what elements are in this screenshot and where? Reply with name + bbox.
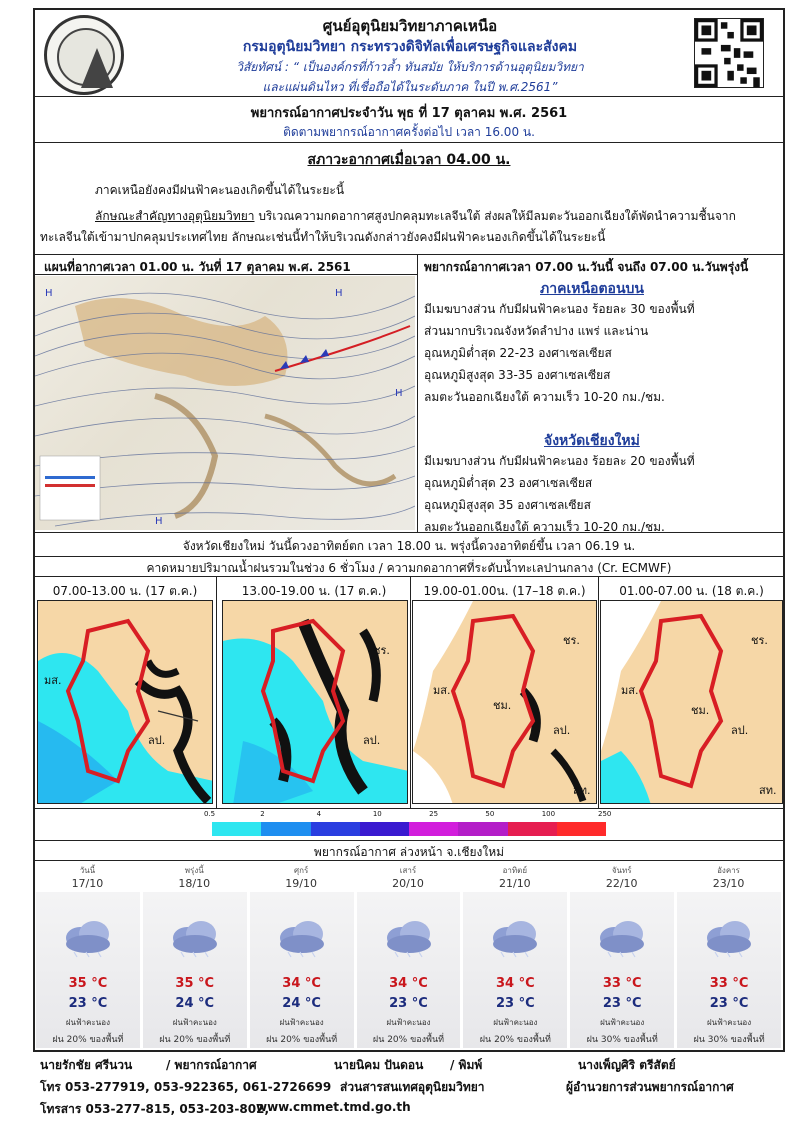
tmd-logo — [44, 15, 124, 95]
label-lp: ลป. — [148, 734, 166, 747]
weather-desc: ฝนฟ้าคะนอง — [493, 1018, 538, 1027]
day-header — [676, 862, 781, 892]
legend-swatch — [212, 822, 261, 836]
qr-code-icon — [694, 18, 764, 88]
chiangmai-line-2: อุณหภูมิต่ำสุด 23 องศาเซลเซียส — [424, 476, 593, 490]
rain-percent: ฝน 20% ของพื้นที่ — [266, 1035, 338, 1045]
legend-tick: 4 — [316, 810, 322, 818]
condition-line-1: ภาคเหนือยังคงมีฝนฟ้าคะนองเกิดขึ้นได้ในระยะนี้ — [95, 183, 345, 197]
day-date: 17/10 — [71, 877, 104, 890]
temp-low: 24 °C — [282, 996, 321, 1011]
day-name: เสาร์ — [399, 866, 417, 875]
printer-role: / พิมพ์ — [450, 1058, 483, 1072]
legend-tick: 250 — [598, 810, 612, 818]
svg-text:H: H — [335, 288, 343, 299]
legend-tick: 50 — [485, 810, 495, 818]
day-name: อาทิตย์ — [502, 866, 528, 875]
chiangmai-line-4: ลมตะวันออกเฉียงใต้ ความเร็ว 10-20 กม./ชม. — [424, 520, 665, 534]
label-lp-3: ลป. — [553, 724, 571, 737]
temp-high: 34 °C — [496, 976, 535, 991]
director-title: ผู้อำนวยการส่วนพยากรณ์อากาศ — [566, 1080, 734, 1094]
phone-numbers: โทร 053-277919, 053-922365, 061-2726699 — [40, 1080, 332, 1094]
outlook-title: พยากรณ์อากาศเวลา 07.00 น.วันนี้ จนถึง 07.00 น.วันพรุ่งนี้ — [424, 260, 749, 274]
map-title: แผนที่อากาศเวลา 01.00 น. วันที่ 17 ตุลาคม พ.ศ. 2561 — [44, 260, 351, 274]
day-header — [142, 862, 247, 892]
label-ms-4: มส. — [621, 684, 639, 697]
rain-map-3 — [412, 600, 597, 804]
fax-numbers: โทรสาร 053-277-815, 053-203-802, — [40, 1102, 269, 1116]
weather-desc: ฝนฟ้าคะนอง — [172, 1018, 217, 1027]
legend-swatch — [261, 822, 310, 836]
label-dist-3: สท. — [573, 784, 591, 797]
chiangmai-title: จังหวัดเชียงใหม่ — [544, 433, 640, 449]
day-date: 20/10 — [392, 877, 424, 890]
label-ms-3: มส. — [433, 684, 451, 697]
condition-title: สภาวะอากาศเมื่อเวลา 04.00 น. — [307, 152, 511, 168]
day-header — [356, 862, 461, 892]
chiangmai-line-3: อุณหภูมิสูงสุด 35 องศาเซลเซียส — [424, 498, 591, 512]
printer-name: นายนิคม ปันดอน — [334, 1058, 424, 1072]
upper-north-line-5: ลมตะวันออกเฉียงใต้ ความเร็ว 10-20 กม./ชม. — [424, 390, 665, 404]
rain-period-4: 01.00-07.00 น. (18 ต.ค.) — [619, 584, 764, 598]
day-card — [250, 892, 354, 1048]
rain-percent: ฝน 20% ของพื้นที่ — [52, 1035, 124, 1045]
upper-north-line-4: อุณหภูมิสูงสุด 33-35 องศาเซลเซียส — [424, 368, 611, 382]
day-card — [463, 892, 567, 1048]
forecaster-role: / พยากรณ์อากาศ — [166, 1058, 257, 1072]
thunderstorm-icon — [701, 916, 757, 958]
legend-tick: 2 — [260, 810, 265, 818]
day-name: วันนี้ — [79, 866, 96, 875]
weather-desc: ฝนฟ้าคะนอง — [706, 1018, 752, 1027]
chiangmai-line-1: มีเมฆบางส่วน กับมีฝนฟ้าคะนอง ร้อยละ 20 ของพื้นที่ — [424, 454, 695, 468]
legend-swatch — [360, 822, 409, 836]
upper-north-line-3: อุณหภูมิต่ำสุด 22-23 องศาเซลเซียส — [424, 346, 612, 360]
legend-tick: 0.5 — [204, 810, 216, 818]
day-date: 21/10 — [498, 877, 531, 890]
thunderstorm-icon — [381, 916, 437, 958]
temp-low: 23 °C — [389, 996, 428, 1011]
legend-tick: 100 — [541, 810, 556, 818]
temp-high: 35 °C — [68, 976, 108, 991]
day-card — [677, 892, 781, 1048]
temp-low: 24 °C — [175, 996, 215, 1011]
day-date: 22/10 — [605, 877, 638, 890]
temp-low: 23 °C — [602, 996, 642, 1011]
thunderstorm-icon — [594, 916, 650, 958]
condition-line-3: ทะเลจีนใต้เข้ามาปกคลุมประเทศไทย ลักษณะเช่นนี้ทำให้บริเวณดังกล่าวยังคงมีฝนฟ้าคะนองเกิดขึ้นได้ในระยะนี้ — [40, 230, 606, 244]
label-cm-4: ชม. — [691, 704, 710, 717]
day-name: อังคาร — [717, 866, 740, 875]
weather-desc: ฝนฟ้าคะนอง — [279, 1018, 324, 1027]
label-lp-4: ลป. — [731, 724, 749, 737]
rain-map-1 — [37, 600, 213, 804]
legend-swatch — [458, 822, 507, 836]
svg-text:H: H — [155, 516, 163, 527]
day-header — [569, 862, 674, 892]
day-card — [570, 892, 674, 1048]
org-title: ศูนย์อุตุนิยมวิทยาภาคเหนือ — [322, 17, 498, 35]
upper-north-title: ภาคเหนือตอนบน — [540, 281, 644, 297]
temp-high: 35 °C — [175, 976, 215, 991]
temp-high: 33 °C — [709, 976, 749, 991]
day-card — [36, 892, 140, 1048]
rain-legend-ticks — [200, 810, 620, 820]
rain-map-4 — [600, 600, 783, 804]
day-header — [249, 862, 354, 892]
rain-percent: ฝน 30% ของพื้นที่ — [693, 1035, 765, 1045]
day-header — [35, 862, 140, 892]
temp-high: 34 °C — [282, 976, 321, 991]
label-lp-2: ลป. — [363, 734, 381, 747]
label-cr-4: ชร. — [751, 634, 768, 647]
rain-map-2 — [222, 600, 408, 804]
day-name: พรุ่งนี้ — [184, 866, 204, 875]
label-cm-3: ชม. — [493, 699, 512, 712]
legend-tick: 25 — [429, 810, 439, 818]
forecast-date: พยากรณ์อากาศประจำวัน พุธ ที่ 17 ตุลาคม พ.ศ. 2561 — [250, 106, 568, 121]
day-name: จันทร์ — [611, 866, 632, 875]
upper-north-line-2: ส่วนมากบริเวณจังหวัดลำปาง แพร่ และน่าน — [424, 324, 649, 338]
day-header — [462, 862, 567, 892]
website-link[interactable]: www.cmmet.tmd.go.th — [256, 1100, 411, 1114]
svg-text:H: H — [395, 388, 403, 399]
rain-percent: ฝน 20% ของพื้นที่ — [479, 1035, 551, 1045]
next-update: ติดตามพยากรณ์อากาศครั้งต่อไป เวลา 16.00 น. — [283, 125, 535, 139]
temp-low: 23 °C — [68, 996, 108, 1011]
temp-high: 33 °C — [602, 976, 642, 991]
upper-north-line-1: มีเมฆบางส่วน กับมีฝนฟ้าคะนอง ร้อยละ 30 ของพื้นที่ — [424, 302, 695, 316]
legend-swatch — [508, 822, 557, 836]
day-card — [143, 892, 247, 1048]
rain-percent: ฝน 30% ของพื้นที่ — [586, 1035, 658, 1045]
forecaster-name: นายรักชัย ศรีนวน — [40, 1058, 133, 1072]
temp-low: 23 °C — [496, 996, 535, 1011]
department: ส่วนสารสนเทศอุตุนิยมวิทยา — [340, 1080, 485, 1094]
temp-high: 34 °C — [389, 976, 428, 991]
director-name: นางเพ็ญศิริ ตรีสัตย์ — [578, 1058, 676, 1072]
legend-swatch — [409, 822, 458, 836]
day-date: 18/10 — [178, 877, 211, 890]
legend-swatch — [311, 822, 360, 836]
legend-swatch — [557, 822, 606, 836]
rain-period-1: 07.00-13.00 น. (17 ต.ค.) — [52, 584, 198, 598]
thunderstorm-icon — [487, 916, 543, 958]
label-ms: มส. — [44, 674, 62, 687]
weather-map — [35, 276, 415, 530]
temp-low: 23 °C — [709, 996, 749, 1011]
vision-line-1: วิสัยทัศน์ : “ เป็นองค์กรที่ก้าวล้ำ ทันสมัย ให้บริการด้านอุตุนิยมวิทยา — [236, 60, 584, 74]
rain-legend — [212, 820, 606, 836]
svg-text:H: H — [45, 288, 53, 299]
rain-title: คาดหมายปริมาณน้ำฝนรวมในช่วง 6 ชั่วโมง / ความกดอากาศที่ระดับน้ำทะเลปานกลาง (Cr. ECMWF) — [146, 561, 672, 575]
thunderstorm-icon — [274, 916, 330, 958]
rain-percent: ฝน 20% ของพื้นที่ — [159, 1035, 231, 1045]
day-card — [357, 892, 461, 1048]
vision-line-2: และแผ่นดินไหว ที่เชื่อถือได้ในระดับภาค ในปี พ.ศ.2561” — [262, 80, 558, 94]
condition-line-2: ลักษณะสำคัญทางอุตุนิยมวิทยา บริเวณความกดอากาศสูงปกคลุมทะเลจีนใต้ ส่งผลให้มีลมตะวันออกเฉียงใต้พัดนำความชื้นจาก — [95, 209, 736, 223]
daily-title: พยากรณ์อากาศ ล่วงหน้า จ.เชียงใหม่ — [313, 845, 505, 859]
legend-tick: 10 — [372, 810, 382, 818]
weather-desc: ฝนฟ้าคะนอง — [65, 1018, 110, 1027]
label-cr-2: ชร. — [373, 644, 390, 657]
thunderstorm-icon — [167, 916, 223, 958]
label-dist-4: สท. — [759, 784, 777, 797]
weather-desc: ฝนฟ้าคะนอง — [600, 1018, 645, 1027]
day-date: 19/10 — [285, 877, 317, 890]
weather-desc: ฝนฟ้าคะนอง — [386, 1018, 431, 1027]
rain-percent: ฝน 20% ของพื้นที่ — [372, 1035, 445, 1045]
label-cr-3: ชร. — [563, 634, 580, 647]
sun-times: จังหวัดเชียงใหม่ วันนี้ดวงอาทิตย์ตก เวลา 18.00 น. พรุ่งนี้ดวงอาทิตย์ขึ้น เวลา 06.19 น. — [182, 539, 636, 553]
thunderstorm-icon — [60, 916, 116, 958]
rain-period-2: 13.00-19.00 น. (17 ต.ค.) — [241, 584, 387, 598]
day-name: ศุกร์ — [294, 866, 309, 875]
day-date: 23/10 — [712, 877, 745, 890]
rain-period-3: 19.00-01.00น. (17–18 ต.ค.) — [423, 584, 586, 598]
org-subtitle: กรมอุตุนิยมวิทยา กระทรวงดิจิทัลเพื่อเศรษฐกิจและสังคม — [242, 39, 578, 55]
